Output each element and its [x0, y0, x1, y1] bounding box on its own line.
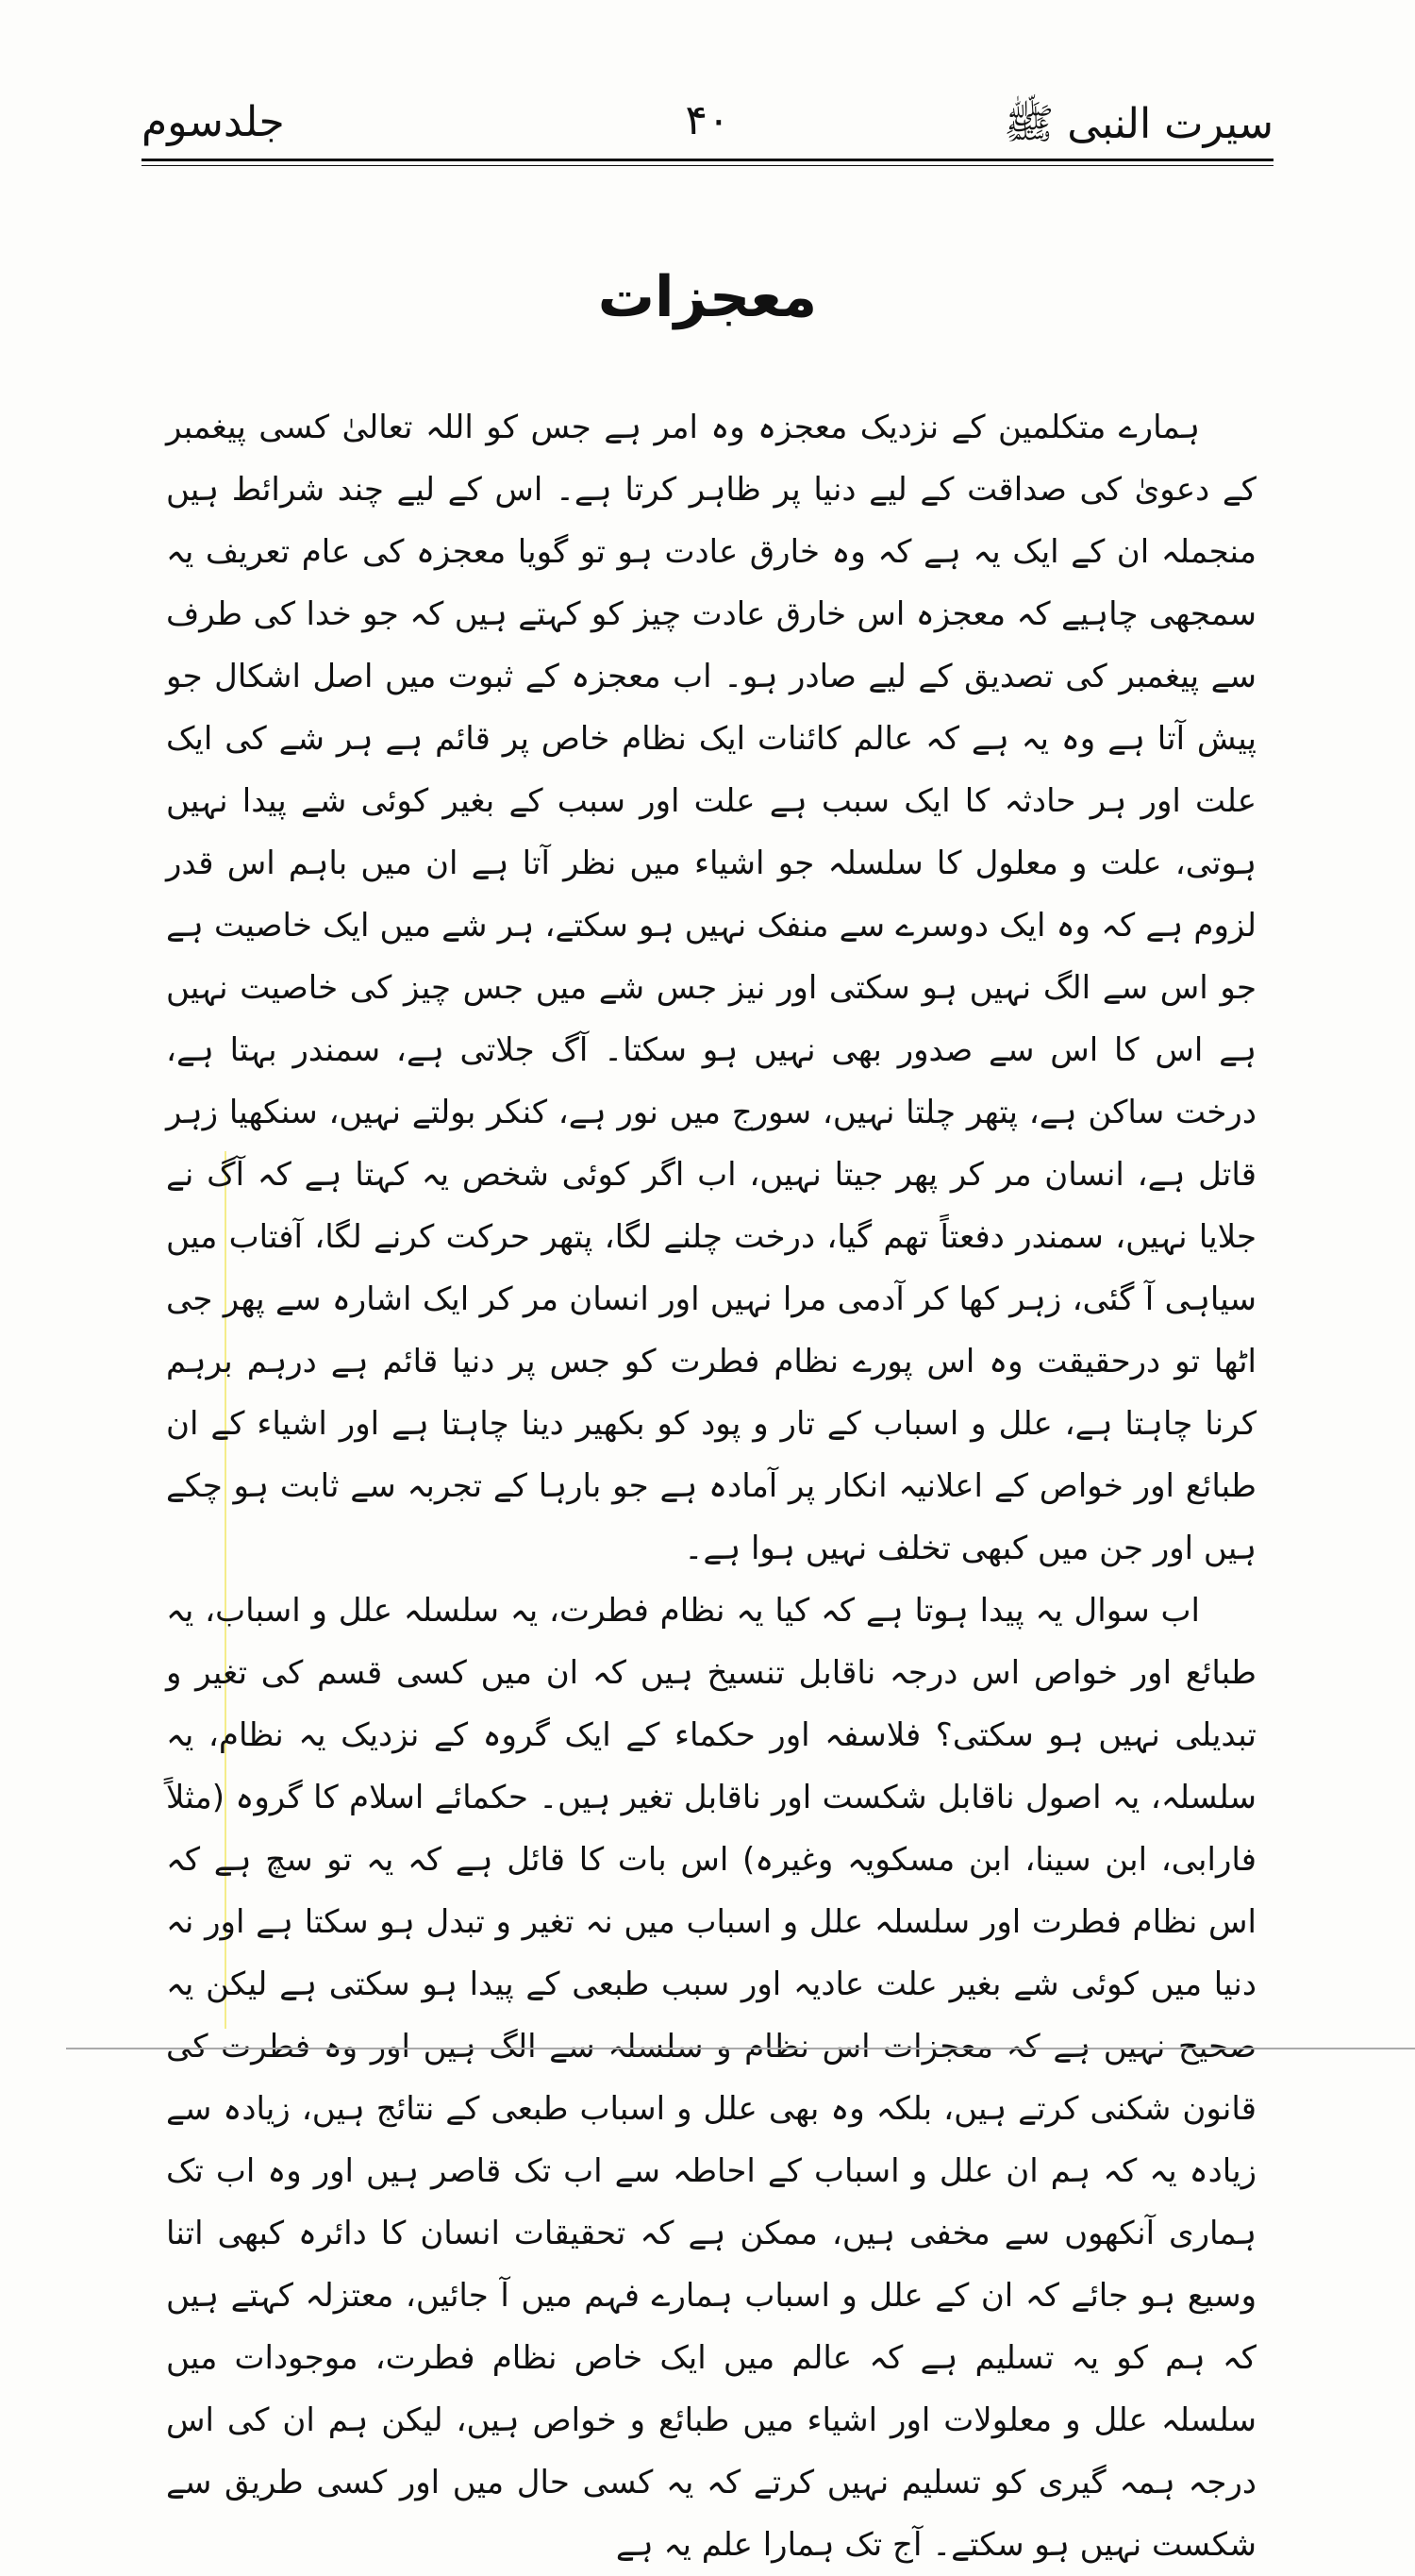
chapter-title: معجزات — [597, 264, 818, 330]
header-rule — [142, 159, 1274, 161]
running-header — [142, 91, 1274, 151]
page-number: ۴۰ — [685, 96, 730, 144]
body-text — [166, 396, 1257, 2576]
page-bottom-edge — [66, 2048, 1415, 2049]
paragraph: اب سوال یہ پیدا ہوتا ہے کہ کیا یہ نظام فطرت، یہ سلسلہ علل و اسباب، یہ طبائع اور خواص اس درجہ ناقابل تنسیخ ہیں کہ ان میں کسی قسم کی تغیر و تبدیلی نہیں ہو سکتی؟ فلاسفہ اور حکماء کے ایک گروہ کے نزدیک یہ نظام، یہ سلسلہ، یہ اصول ناقابل شکست اور ناقابل تغیر ہیں۔ حکمائے اسلام کا گروہ (مثلاً فارابی، ابن سینا، ابن مسکویہ وغیرہ) اس بات کا قائل ہے کہ یہ تو سچ ہے کہ اس نظام فطرت اور سلسلہ علل و اسباب میں نہ تغیر و تبدل ہو سکتا ہے اور نہ دنیا میں کوئی شے بغیر علت عادیہ اور سبب طبعی کے پیدا ہو سکتی ہے لیکن یہ صحیح نہیں ہے کہ معجزات اس نظام و سلسلہ سے الگ ہیں اور وہ فطرت کی قانون شکنی کرتے ہیں، بلکہ وہ بھی علل و اسباب طبعی کے نتائج ہیں، زیادہ سے زیادہ یہ کہ ہم ان علل و اسباب کے احاطہ سے اب تک قاصر ہیں اور وہ اب تک ہماری آنکھوں سے مخفی ہیں، ممکن ہے کہ تحقیقات انسان کا دائرہ کبھی اتنا وسیع ہو جائے کہ ان کے علل و اسباب ہمارے فہم میں آ جائیں، معتزلہ کہتے ہیں کہ ہم کو یہ تسلیم ہے کہ عالم میں ایک خاص نظام فطرت، موجودات میں سلسلہ علل و معلولات اور اشیاء میں طبائع و خواص ہیں، لیکن ہم ان کی اس درجہ ہمہ گیری کو تسلیم نہیں کرتے کہ یہ کسی حال میں اور کسی طریق سے شکست نہیں ہو سکتے۔ آج تک ہمارا علم یہ ہے — [166, 1592, 1257, 2564]
volume-label: جلدسوم — [142, 98, 285, 146]
paragraph: ہمارے متکلمین کے نزدیک معجزہ وہ امر ہے جس کو اللہ تعالیٰ کسی پیغمبر کے دعویٰ کی صداقت کے لیے دنیا پر ظاہر کرتا ہے۔ اس کے لیے چند شرائط ہیں منجملہ ان کے ایک یہ ہے کہ وہ خارق عادت ہو تو گویا معجزہ کی عام تعریف یہ سمجھی چاہیے کہ معجزہ اس خارق عادت چیز کو کہتے ہیں کہ جو خدا کی طرف سے پیغمبر کی تصدیق کے لیے صادر ہو۔ اب معجزہ کے ثبوت میں اصل اشکال جو پیش آتا ہے وہ یہ ہے کہ عالم کائنات ایک نظام خاص پر قائم ہے ہر شے کی ایک علت اور ہر حادثہ کا ایک سبب ہے علت اور سبب کے بغیر کوئی شے پیدا نہیں ہوتی، علت و معلول کا سلسلہ جو اشیاء میں نظر آتا ہے ان میں باہم اس قدر لزوم ہے کہ وہ ایک دوسرے سے منفک نہیں ہو سکتے، ہر شے میں ایک خاصیت ہے جو اس سے الگ نہیں ہو سکتی اور نیز جس شے میں جس چیز کی خاصیت نہیں ہے اس کا اس سے صدور بھی نہیں ہو سکتا۔ آگ جلاتی ہے، سمندر بہتا ہے، درخت ساکن ہے، پتھر چلتا نہیں، سورج میں نور ہے، کنکر بولتے نہیں، سنکھیا زہر قاتل ہے، انسان مر کر پھر جیتا نہیں، اب اگر کوئی شخص یہ کہتا ہے کہ آگ نے جلایا نہیں، سمندر دفعتاً تھم گیا، درخت چلنے لگا، پتھر حرکت کرنے لگا، آفتاب میں سیاہی آ گئی، زہر کھا کر آدمی مرا نہیں اور انسان مر کر ایک اشارہ سے پھر جی اٹھا تو درحقیقت وہ اس پورے نظام فطرت کو جس پر دنیا قائم ہے درہم برہم کرنا چاہتا ہے، علل و اسباب کے تار و پود کو بکھیر دینا چاہتا ہے اور اشیاء کے ان طبائع اور خواص کے اعلانیہ انکار پر آمادہ ہے جو بارہا کے تجربہ سے ثابت ہو چکے ہیں اور جن میں کبھی تخلف نہیں ہوا ہے۔ — [166, 409, 1257, 1567]
book-title: سیرت النبی ﷺ — [1004, 100, 1274, 148]
header-rule-thin — [142, 165, 1274, 166]
